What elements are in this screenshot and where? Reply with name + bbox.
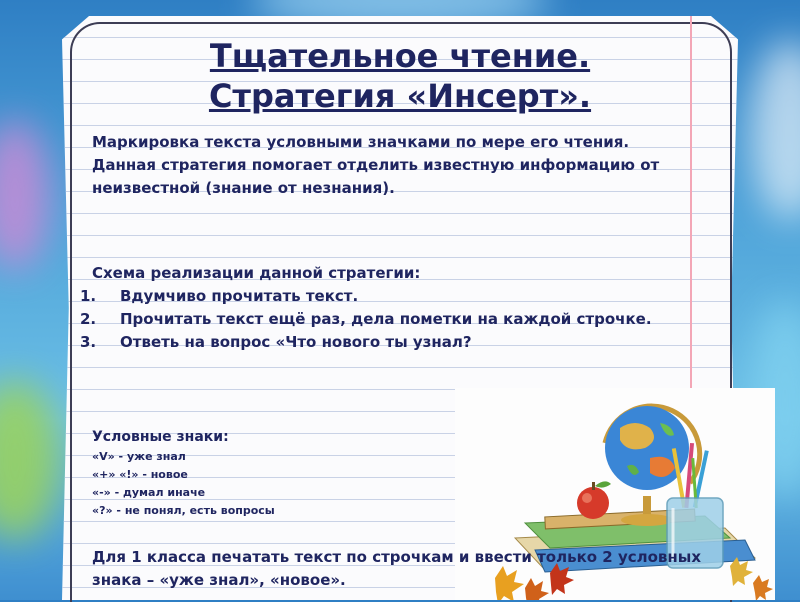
border-glow — [0, 120, 50, 270]
signs-section — [92, 426, 492, 520]
title-line-2: Стратегия «Инсерт». — [208, 77, 592, 115]
scheme-heading: Схема реализации данной стратегии: — [92, 264, 421, 282]
list-item: «-» - думал иначе — [92, 486, 206, 499]
signs-heading: Условные знаки: — [92, 429, 229, 445]
scheme-section — [80, 262, 712, 354]
list-item: «V» - уже знал — [92, 450, 186, 463]
list-item: «?» - не понял, есть вопросы — [92, 504, 275, 517]
list-item — [80, 285, 712, 308]
list-item: «+» «!» - новое — [92, 468, 188, 481]
title-line-1: Тщательное чтение. — [209, 37, 591, 75]
step-text: Ответь на вопрос «Что нового ты узнал? — [120, 333, 472, 351]
steps-list — [80, 285, 712, 354]
list-item — [80, 331, 712, 354]
intro-paragraph-2: Данная стратегия помогает отделить известную информацию от неизвестной (знание от незнания). — [92, 156, 660, 197]
intro-paragraph-1: Маркировка текста условными значками по мере его чтения. — [92, 133, 630, 151]
step-number: 2. — [80, 310, 97, 328]
step-text: Вдумчиво прочитать текст. — [120, 287, 359, 305]
step-text: Прочитать текст ещё раз, дела пометки на каждой строчке. — [120, 310, 652, 328]
slide-title — [70, 36, 730, 116]
list-item — [80, 308, 712, 331]
footer-note: Для 1 класса печатать текст по строчкам и ввести только 2 условных знака – «уже знал», «новое». — [92, 548, 702, 589]
intro-text — [92, 131, 692, 200]
border-glow — [0, 380, 60, 540]
border-glow — [750, 40, 800, 220]
step-number: 1. — [80, 287, 97, 305]
step-number: 3. — [80, 333, 97, 351]
